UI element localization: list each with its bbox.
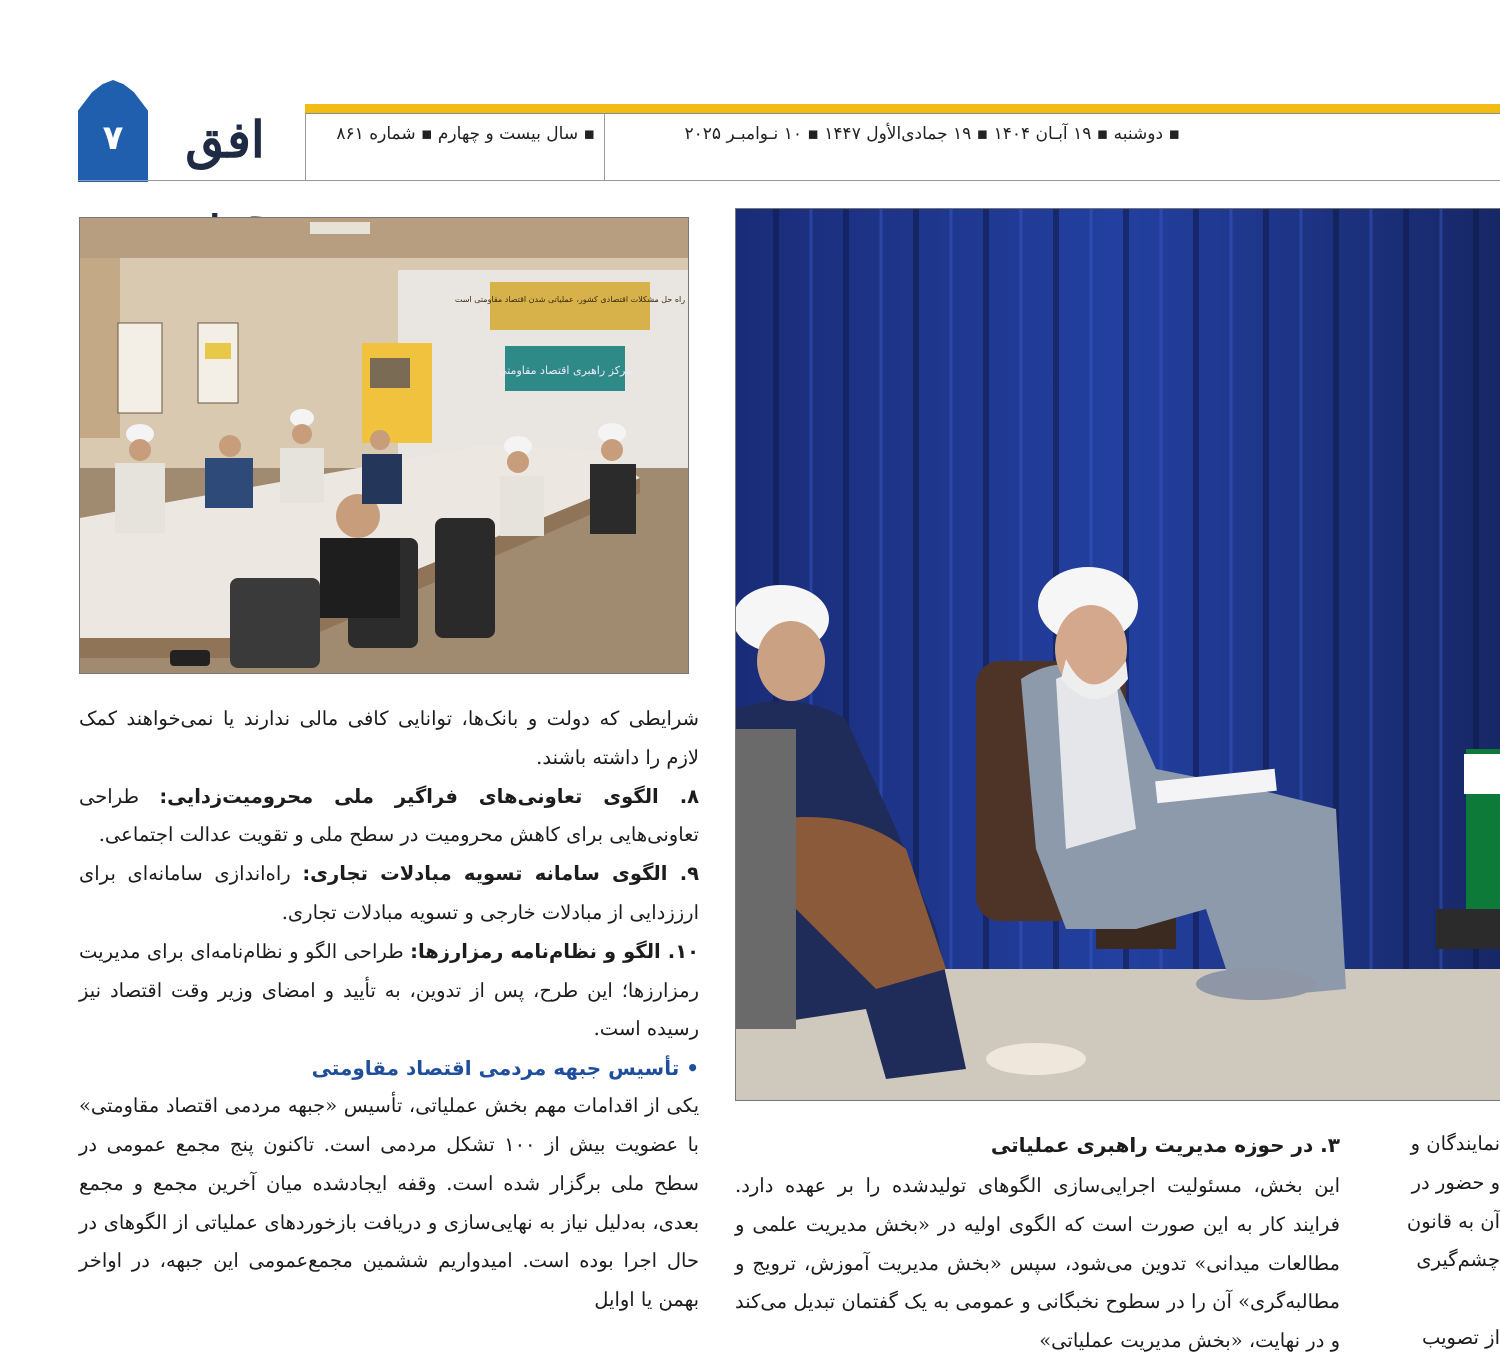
clerics-photo bbox=[735, 208, 1500, 1101]
meeting-room-photo bbox=[79, 217, 689, 674]
list-item-title: ۱۰. الگو و نظام‌نامه رمزارزها: bbox=[410, 939, 699, 963]
masthead-logo: افق bbox=[185, 110, 265, 169]
right-article-column bbox=[1385, 1125, 1500, 1358]
header-divider-left bbox=[305, 113, 306, 181]
list-item-title: ۹. الگوی سامانه تسویه مبادلات تجاری: bbox=[302, 862, 700, 886]
text-line: نمایندگان و bbox=[1410, 1132, 1500, 1155]
banner-logo-text: مرکز راهبری اقتصاد مقاومتی bbox=[498, 364, 632, 377]
list-item-title: ۸. الگوی تعاونی‌های فراگیر ملی محرومیت‌زدایی: bbox=[159, 784, 700, 808]
header-divider-top bbox=[305, 113, 1500, 114]
text-line: و حضور در bbox=[1411, 1170, 1500, 1194]
list-item bbox=[79, 933, 699, 1049]
page-number: ۷ bbox=[102, 118, 124, 158]
left-article-column bbox=[79, 700, 699, 1320]
paragraph: یکی از اقدامات مهم بخش عملیاتی، تأسیس «جبهه مردمی اقتصاد مقاومتی» با عضویت بیش از ۱۰۰ تشکل مردمی است. تاکنون پنج مجمع عمومی در سطح ملی برگزار شده است. وقفه ایجادشده میان آخرین مجمع و مجمع بعدی، به‌دلیل نیاز به نهایی‌سازی و دریافت بازخوردهای عملیاتی از الگوهای در حال اجرا بوده است. امیدواریم ششمین مجمع‌عمومی این جبهه، در اواخر بهمن یا اوایل bbox=[79, 1094, 699, 1312]
list-item-body: طراحی الگو و نظام‌نامه‌ای برای مدیریت رمزارزها؛ این طرح، پس از تدوین، به تأیید و امضای وزیر وقت اقتصاد نیز رسیده است. bbox=[79, 939, 699, 1041]
header-divider-middle bbox=[604, 113, 605, 181]
text-line bbox=[1385, 1280, 1500, 1319]
list-item bbox=[79, 855, 699, 933]
section-subheading: • تأسیس جبهه مردمی اقتصاد مقاومتی bbox=[311, 1056, 699, 1081]
issue-info: ▪ سال بیست و چهارم ▪ شماره ۸۶۱ bbox=[336, 124, 595, 144]
list-item bbox=[79, 778, 699, 856]
header-divider-bottom bbox=[78, 180, 1500, 181]
paragraph: این بخش، مسئولیت اجرایی‌سازی الگوهای تولیدشده را بر عهده دارد. فرایند کار به این صورت است که الگوی اولیه در «بخش مدیریت علمی و مطالعات میدانی» تدوین می‌شود، سپس «بخش مدیریت آموزش، ترویج و مطالبه‌گری» آن را در سطوح نخبگانی و عمومی به یک گفتمان تبدیل می‌کند و در نهایت، «بخش مدیریت عملیاتی» bbox=[735, 1174, 1340, 1353]
paragraph: شرایطی که دولت و بانک‌ها، توانایی کافی مالی ندارند یا نمی‌خواهند کمک لازم را داشته باشند. bbox=[79, 707, 699, 769]
text-line: از تصویب bbox=[1421, 1325, 1500, 1349]
text-line: چشم‌گیری bbox=[1416, 1248, 1500, 1272]
middle-article-column bbox=[735, 1125, 1340, 1361]
list-item-body: راه‌اندازی سامانه‌ای برای ارززدایی از مبادلات خارجی و تسویه مبادلات تجاری. bbox=[79, 862, 699, 924]
dateline: ▪ دوشنبه ▪ ۱۹ آبـان ۱۴۰۴ ▪ ۱۹ جمادی‌الأول ۱۴۴۷ ▪ ۱۰ نـوامبـر ۲۰۲۵ bbox=[684, 124, 1180, 144]
section-heading: ۳. در حوزه مدیریت راهبری عملیاتی bbox=[990, 1133, 1340, 1157]
list-item-body: طراحی تعاونی‌هایی برای کاهش محرومیت در سطح ملی و تقویت عدالت اجتماعی. bbox=[79, 784, 699, 847]
header-accent-bar bbox=[305, 104, 1500, 113]
banner-poster-text: راه حل مشکلات اقتصادی کشور، عملیاتی شدن اقتصاد مقاومتی است bbox=[454, 295, 686, 304]
text-line: آن به قانون bbox=[1406, 1209, 1500, 1233]
